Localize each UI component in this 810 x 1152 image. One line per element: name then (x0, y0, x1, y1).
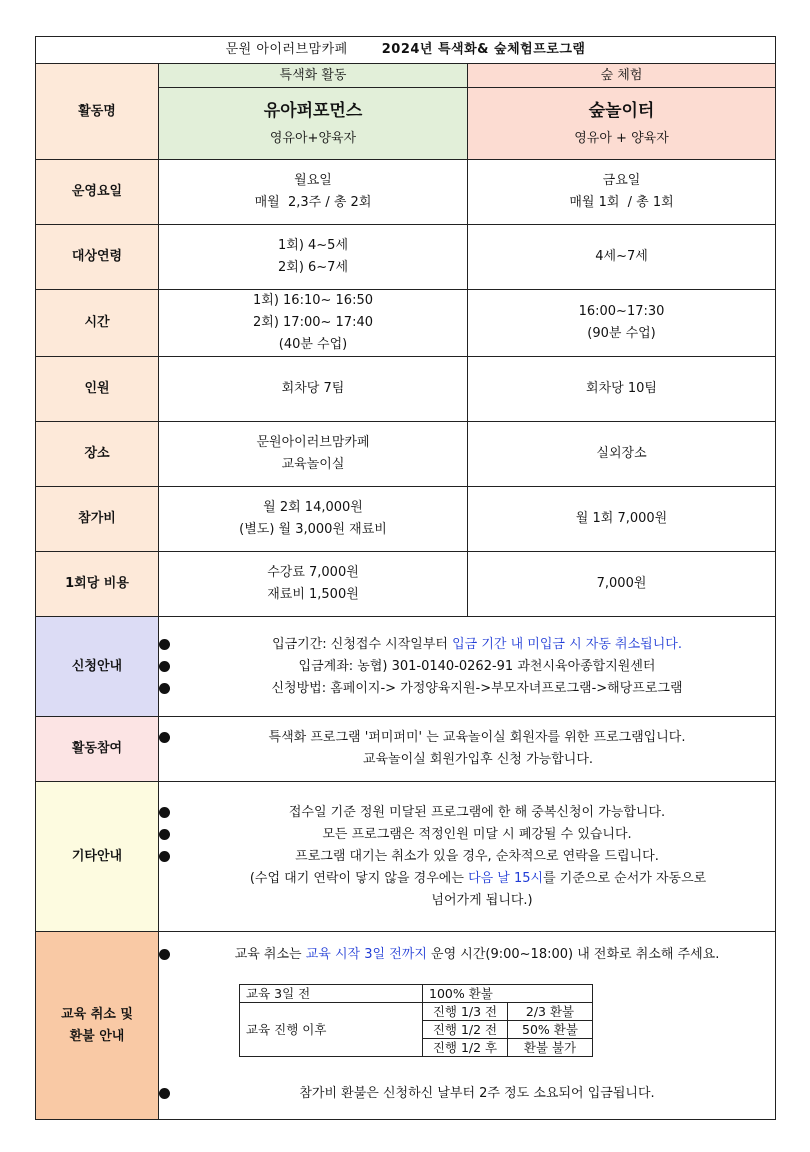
refund-cell: 100% 환불 (423, 985, 593, 1003)
row-fee (36, 487, 776, 552)
etc-line-5: 넘어가게 됩니다.) (431, 892, 533, 908)
text-line: 1회) 4~5세 (277, 238, 349, 253)
label-line: 환불 안내 (69, 1028, 125, 1044)
row-day (36, 160, 776, 225)
col2-age: 4세~7세 (468, 225, 776, 290)
etc-line-3 (159, 846, 775, 868)
row-time (36, 290, 776, 357)
col1-day (159, 160, 468, 225)
bullet-icon (159, 829, 170, 840)
label-etc: 기타안내 (36, 782, 159, 932)
refund-content (159, 932, 776, 1120)
text-line: 월요일 (294, 173, 332, 188)
text-line: 재료비 1,500원 (267, 587, 359, 602)
text: 참가비 환불은 신청하신 날부터 2주 정도 소요되어 입금됩니다. (299, 1086, 655, 1101)
refund-cell: 진행 1/3 전 (423, 1003, 508, 1021)
text-line: 교육놀이실 (281, 457, 345, 472)
col2-place: 실외장소 (468, 422, 776, 487)
highlight-text: 다음 날 15시 (468, 870, 544, 886)
apply-line-2 (159, 656, 775, 678)
bullet-icon (159, 1088, 170, 1099)
col2-day (468, 160, 776, 225)
text: 모든 프로그램은 적정인원 미달 시 폐강될 수 있습니다. (322, 826, 632, 842)
highlight-text: 입금 기간 내 미입금 시 자동 취소됩니다. (452, 636, 682, 652)
row-etc (36, 782, 776, 932)
apply-content (159, 617, 776, 717)
label-refund (36, 932, 159, 1120)
row-participate (36, 717, 776, 782)
col2-program-name: 숲놀이터 (588, 100, 655, 121)
etc-line-2 (159, 824, 775, 846)
highlight-text: 교육 시작 3일 전까지 (305, 947, 427, 962)
refund-cell: 교육 진행 이후 (240, 1003, 423, 1057)
label-fee: 참가비 (36, 487, 159, 552)
label-line: 교육 취소 및 (61, 1006, 133, 1022)
refund-cell: 교육 3일 전 (240, 985, 423, 1003)
col1-fee (159, 487, 468, 552)
col2-time (468, 290, 776, 357)
bullet-icon (159, 732, 170, 743)
category-row (36, 64, 776, 88)
label-day: 운영요일 (36, 160, 159, 225)
bullet-icon (159, 661, 170, 672)
participate-content (159, 717, 776, 782)
text-line: (40분 수업) (278, 337, 348, 352)
refund-cell: 진행 1/2 전 (423, 1021, 508, 1039)
label-people: 인원 (36, 357, 159, 422)
participate-line-2: 교육놀이실 회원가입후 신청 가능합니다. (363, 752, 594, 767)
etc-line-4 (159, 868, 775, 890)
text-line: 금요일 (602, 173, 641, 188)
apply-line-1 (159, 634, 775, 656)
participate-line-1 (159, 727, 775, 749)
row-refund (36, 932, 776, 1120)
bullet-icon (159, 807, 170, 818)
program-title: 2024년 특색화& 숲체험프로그램 (381, 42, 586, 57)
label-place: 장소 (36, 422, 159, 487)
refund-cell: 진행 1/2 후 (423, 1039, 508, 1057)
text: 접수일 기준 정원 미달된 프로그램에 한 해 중복신청이 가능합니다. (288, 804, 666, 820)
text: 프로그램 대기는 취소가 있을 경우, 순차적으로 연락을 드립니다. (295, 848, 659, 864)
col2-people: 회차당 10팀 (468, 357, 776, 422)
col1-program (159, 88, 468, 160)
refund-row (240, 985, 593, 1003)
bullet-icon (159, 639, 170, 650)
text-line: 매월 1회 / 총 1회 (569, 195, 674, 210)
col1-per-session (159, 552, 468, 617)
col1-category: 특색화 활동 (159, 64, 468, 88)
refund-row (240, 1003, 593, 1021)
refund-cell: 2/3 환불 (508, 1003, 593, 1021)
label-apply: 신청안내 (36, 617, 159, 717)
col1-program-name: 유아퍼포먼스 (263, 100, 363, 121)
text-line: 매월 2,3주 / 총 2회 (254, 195, 372, 210)
label-participate: 활동참여 (36, 717, 159, 782)
text-line: 월 2회 14,000원 (263, 500, 363, 515)
text: 신청방법: 홈페이지-> 가정양육지원->부모자녀프로그램->해당프로그램 (271, 680, 683, 696)
etc-content (159, 782, 776, 932)
text-line: 1회) 16:10~ 16:50 (253, 293, 373, 308)
text: 특색화 프로그램 '퍼미퍼미' 는 교육놀이실 회원자를 위한 프로그램입니다. (268, 730, 686, 745)
text: 를 기준으로 순서가 자동으로 (543, 870, 707, 886)
row-apply (36, 617, 776, 717)
refund-line-2 (159, 1083, 775, 1105)
refund-cell: 환불 불가 (508, 1039, 593, 1057)
program-sheet (35, 36, 775, 1116)
row-per-session (36, 552, 776, 617)
col1-time (159, 290, 468, 357)
col2-program-target: 영유아 + 양육자 (574, 130, 669, 146)
apply-line-3 (159, 678, 775, 700)
col2-program (468, 88, 776, 160)
text-line: 2회) 6~7세 (277, 260, 349, 275)
text: 운영 시간(9:00~18:00) 내 전화로 취소해 주세요. (426, 947, 720, 962)
label-age: 대상연령 (36, 225, 159, 290)
row-people (36, 357, 776, 422)
col1-people: 회차당 7팀 (159, 357, 468, 422)
text: 입금기간: 신청접수 시작일부터 (272, 636, 453, 652)
label-activity-name: 활동명 (36, 64, 159, 160)
refund-table (239, 984, 593, 1057)
text-line: (90분 수업) (587, 326, 656, 341)
col2-fee: 월 1회 7,000원 (468, 487, 776, 552)
col1-age (159, 225, 468, 290)
col2-category: 숲 체험 (468, 64, 776, 88)
etc-line-1 (159, 802, 775, 824)
text-line: 문원아이러브맘카페 (256, 435, 370, 450)
label-per-session: 1회당 비용 (36, 552, 159, 617)
row-age (36, 225, 776, 290)
program-table (35, 36, 776, 1120)
text-line: 16:00~17:30 (578, 304, 665, 319)
page-title (36, 37, 776, 64)
row-place (36, 422, 776, 487)
cafe-name: 문원 아이러브맘카페 (225, 42, 348, 57)
title-row (36, 37, 776, 64)
bullet-icon (159, 851, 170, 862)
text-line: 2회) 17:00~ 17:40 (253, 315, 373, 330)
refund-cell: 50% 환불 (508, 1021, 593, 1039)
refund-line-1 (159, 944, 775, 966)
col1-program-target: 영유아+양육자 (269, 130, 357, 146)
bullet-icon (159, 683, 170, 694)
label-time: 시간 (36, 290, 159, 357)
bullet-icon (159, 949, 170, 960)
col1-place (159, 422, 468, 487)
text-line: (별도) 월 3,000원 재료비 (239, 522, 387, 537)
text: (수업 대기 연락이 닿지 않을 경우에는 (249, 870, 469, 886)
col2-per-session: 7,000원 (468, 552, 776, 617)
text: 교육 취소는 (234, 947, 306, 962)
text: 입금계좌: 농협) 301-0140-0262-91 과천시육아종합지원센터 (298, 658, 656, 674)
text-line: 수강료 7,000원 (267, 565, 359, 580)
